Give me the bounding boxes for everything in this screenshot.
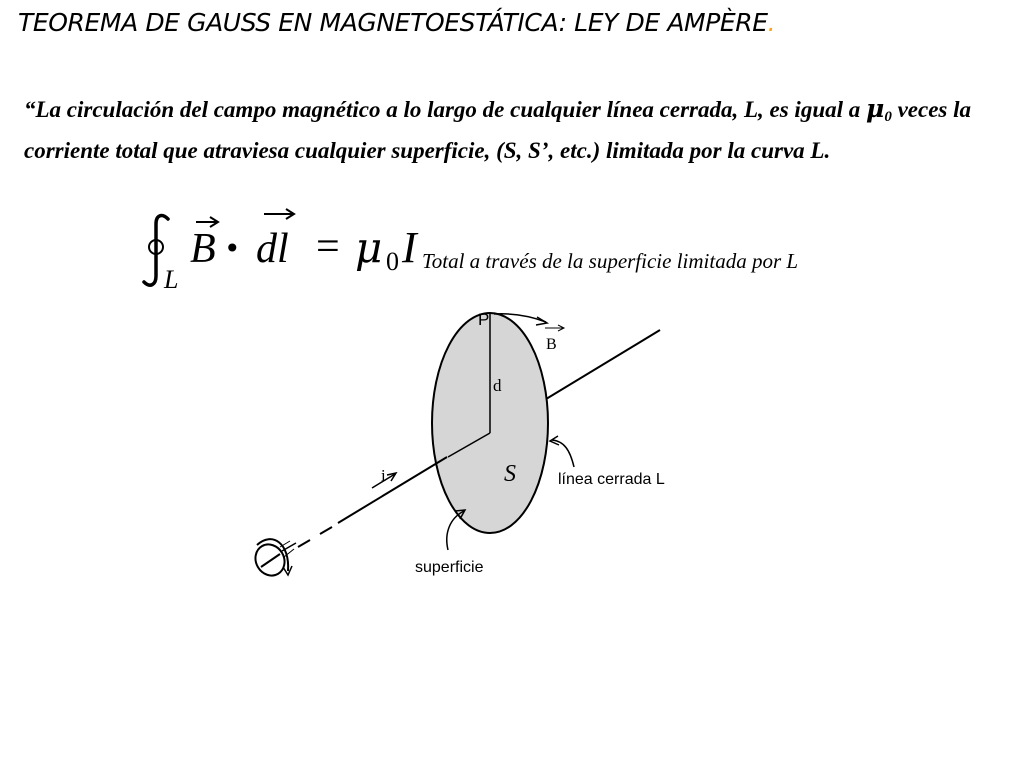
slide-title-text: TEOREMA DE GAUSS EN MAGNETOESTÁTICA: LEY DE AMPÈRE <box>18 8 768 37</box>
current-wire-dash <box>298 540 310 547</box>
distance-d-label: d <box>493 376 502 395</box>
mu-subscript: 0 <box>884 109 892 125</box>
dot-product: • <box>224 232 241 265</box>
ampere-diagram <box>240 305 710 595</box>
mu-symbol: μ <box>866 94 885 123</box>
ampere-formula <box>140 200 960 300</box>
law-statement <box>24 92 984 167</box>
equals-sign: = <box>316 224 340 270</box>
integral-lower-limit: L <box>164 265 179 294</box>
title-dot: . <box>767 8 776 37</box>
current-wire-front <box>338 457 447 523</box>
current-wire-dash <box>320 527 332 534</box>
surface-s-symbol: S <box>504 461 516 487</box>
formula-mu-subscript: 0 <box>386 247 399 276</box>
vector-b: B <box>190 226 216 272</box>
surface-label: superficie <box>415 559 484 576</box>
slide-title <box>18 8 775 37</box>
current-i-label: i <box>381 466 386 485</box>
vector-dl: dl <box>256 226 289 272</box>
field-b-label: B <box>546 336 557 353</box>
current-i: I <box>402 223 417 272</box>
formula-mu: μ <box>355 223 383 272</box>
statement-part1: “La circulación del campo magnético a lo largo de cualquier línea cerrada, L, es igual a <box>24 97 867 122</box>
point-p-label: P <box>478 310 490 329</box>
current-subscript: Total a través de la superficie limitada por L <box>422 249 799 273</box>
screw-icon <box>250 539 296 581</box>
statement-part2: veces la corriente total que atraviesa cualquier superficie, (S, S’, etc.) limitada por la curva L. <box>24 97 972 163</box>
closed-line-label: línea cerrada L <box>558 471 665 488</box>
